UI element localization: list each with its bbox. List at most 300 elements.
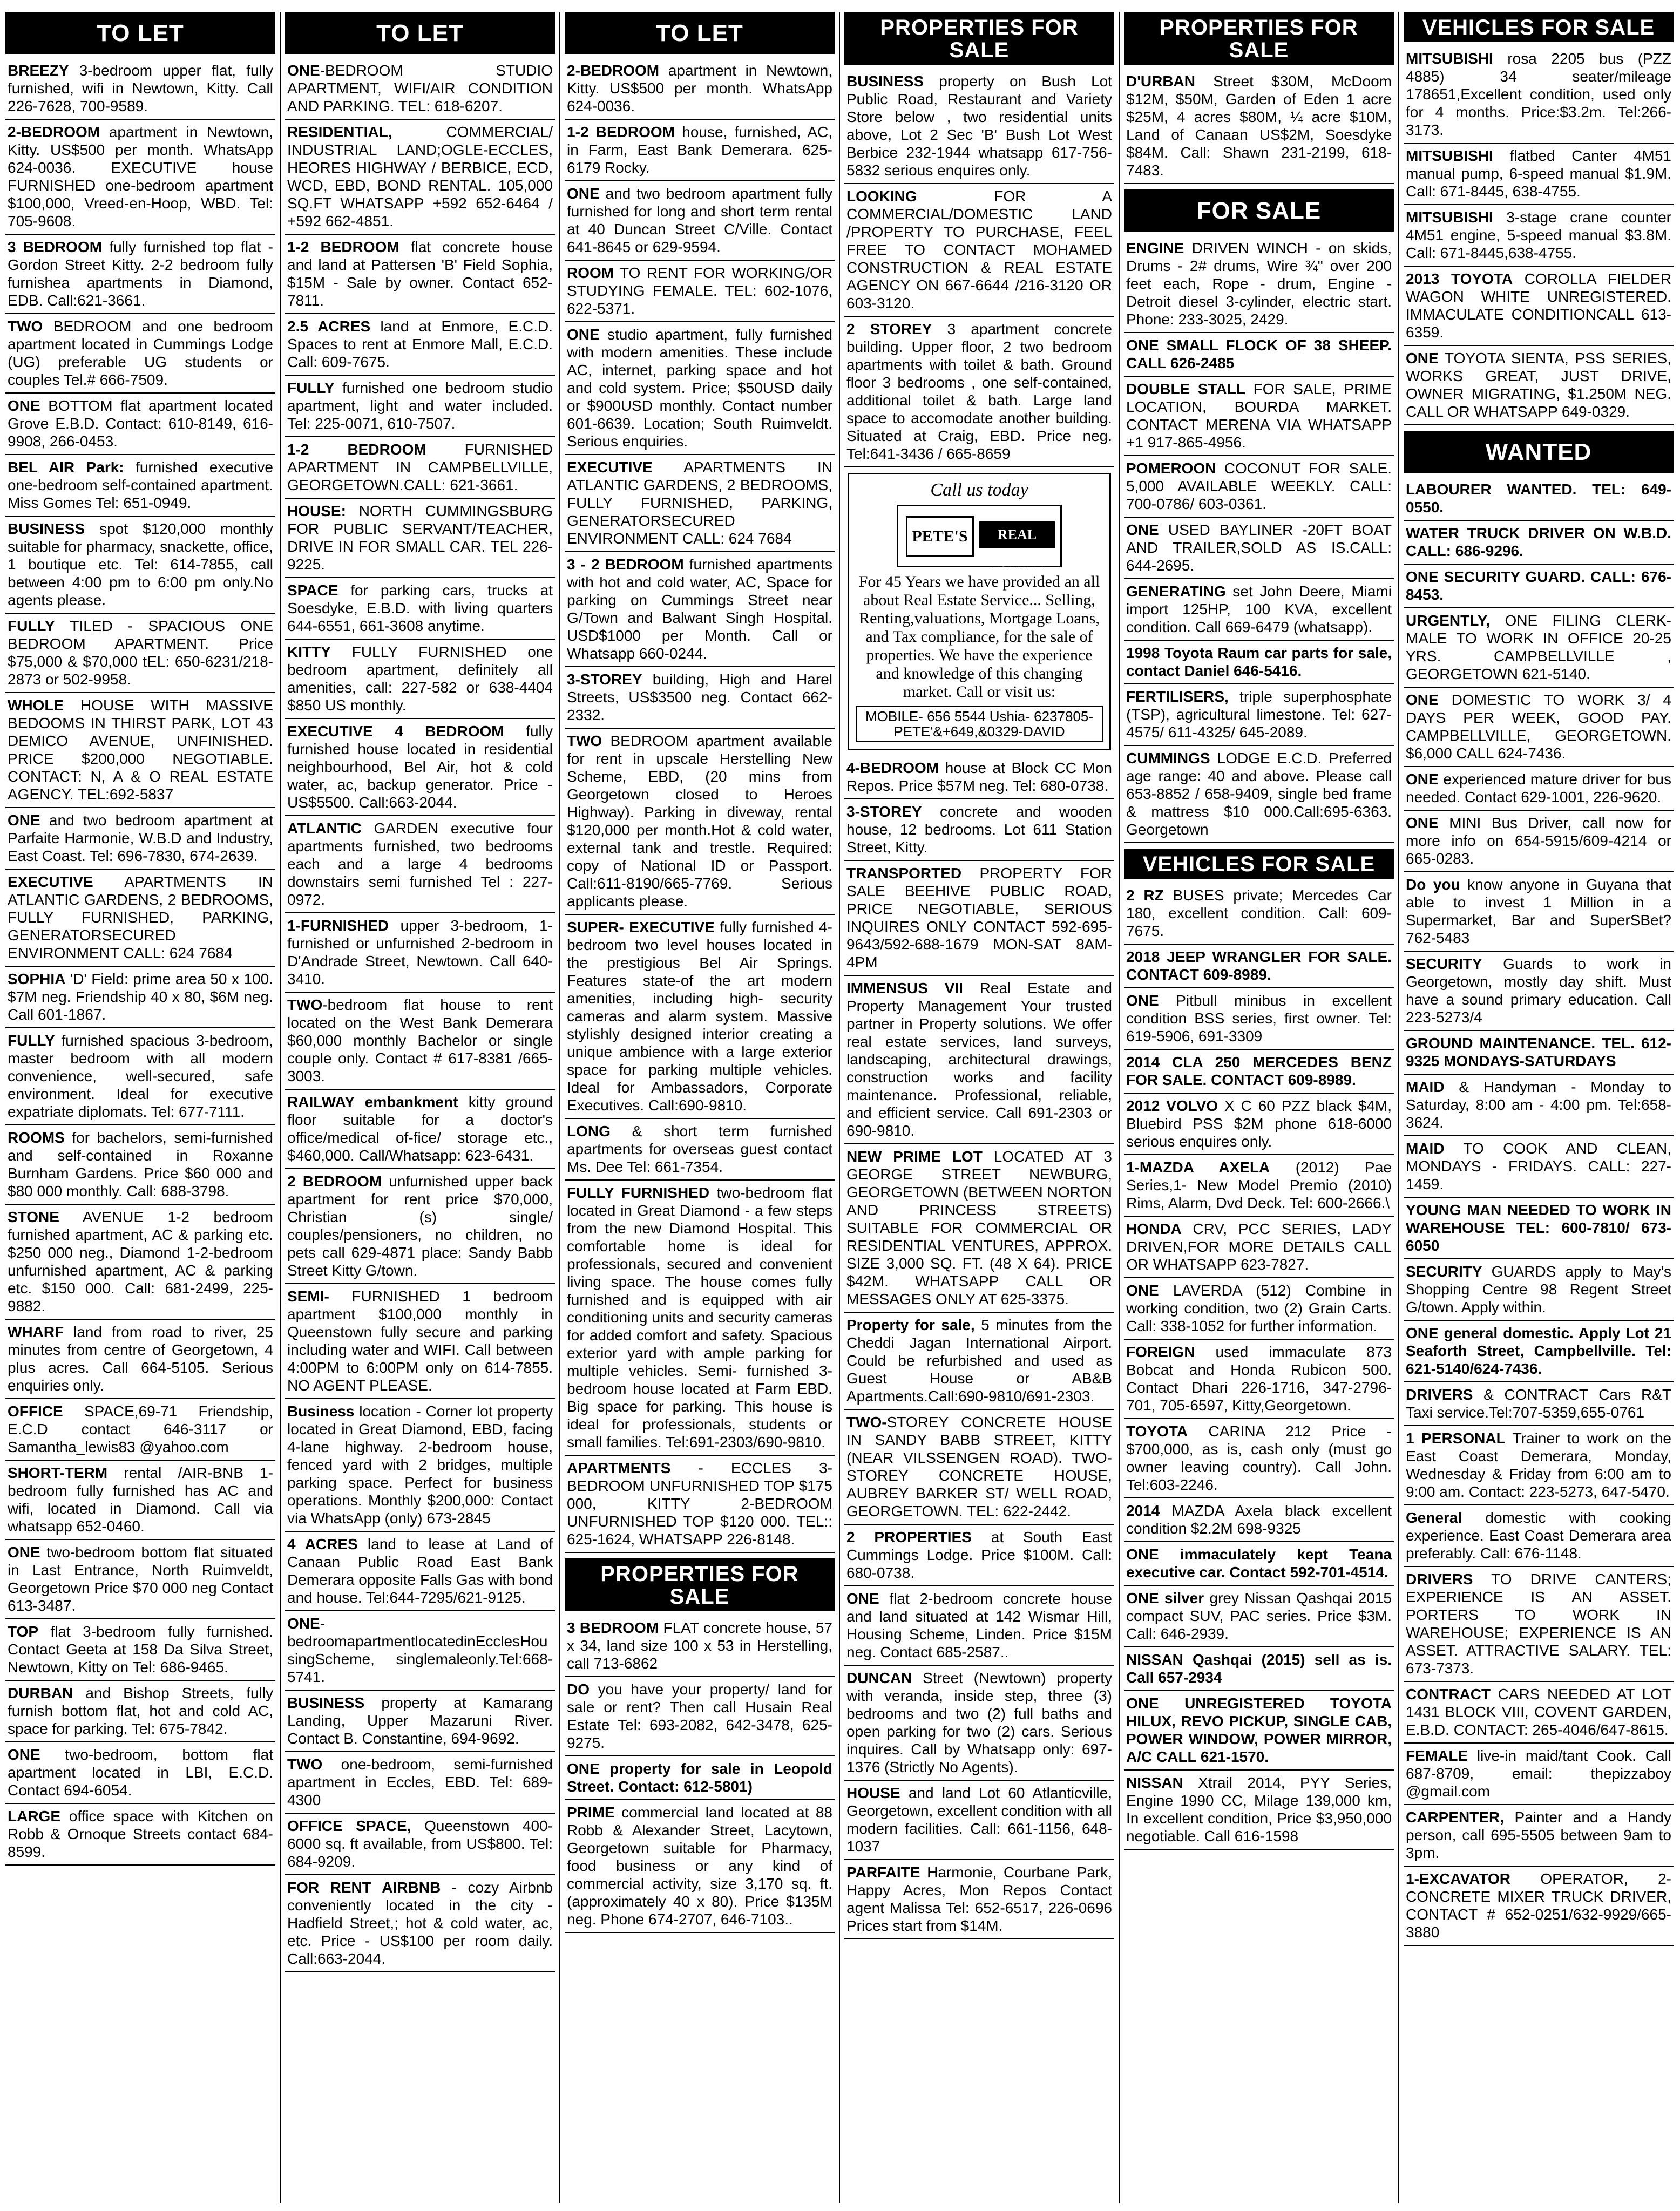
ad-lead: ONE bbox=[8, 1544, 40, 1561]
ad-lead: FERTILISERS, bbox=[1126, 688, 1229, 705]
ad-text: domestic with cooking experience. East Coast Demerara area preferably. Call: 676-1148. bbox=[1406, 1509, 1671, 1562]
classified-ad bbox=[565, 667, 835, 729]
section-header: TO LET bbox=[5, 12, 275, 54]
ad-text: COMMERCIAL/ INDUSTRIAL LAND;OGLE-ECCLES, HEORES HIGHWAY / BERBICE, ECD, WCD, EBD, BOND RENTAL. 105,000 SQ.FT WHATSAPP +592 652-6464 / +592 662-4851. bbox=[287, 124, 553, 229]
ad-text: BOTTOM flat apartment located Grove E.B.D. Contact: 610-8149, 616-9908, 266-0453. bbox=[8, 397, 273, 450]
ad-lead: 2014 bbox=[1126, 1502, 1160, 1519]
ad-text: FOR SALE, PRIME LOCATION, BOURDA MARKET. CONTACT MERENA VIA WHATSAPP +1 917-865-4956. bbox=[1126, 381, 1392, 451]
ad-lead: MAID bbox=[1406, 1079, 1445, 1095]
ad-lead: IMMENSUS VII bbox=[846, 980, 963, 996]
ad-text: two-bedroom, bottom flat apartment located in LBI, E.C.D. Contact 694-6054. bbox=[8, 1746, 273, 1799]
ad-text: FLAT concrete house, 57 x 34, land size 100 x 53 in Herstelling, call 713-6862 bbox=[567, 1619, 832, 1672]
ad-lead: 1-2 BEDROOM bbox=[287, 441, 426, 458]
ad-lead: MITSUBISHI bbox=[1406, 147, 1493, 164]
ad-lead: 1-2 BEDROOM bbox=[287, 239, 399, 255]
ad-lead: CUMMINGS bbox=[1126, 750, 1210, 767]
ad-lead: EXECUTIVE bbox=[567, 459, 653, 476]
classified-ad bbox=[844, 184, 1114, 317]
ad-text: MAZDA Axela black excellent condition $2.2M 698-9325 bbox=[1126, 1502, 1392, 1537]
ad-lead: 2012 VOLVO bbox=[1126, 1097, 1218, 1114]
ad-lead: ONE bbox=[567, 185, 600, 202]
ad-text: and two bedroom apartment fully furnished for long and short term rental at 40 Duncan Street C/Ville. Contact 641-8645 or 629-9594. bbox=[567, 185, 832, 255]
ad-lead: TWO bbox=[8, 318, 43, 335]
ad-text: apartment in Newtown, Kitty. US$500 per month. WhatsApp 624-0036. EXECUTIVE house FURNISHED one-bedroom apartment $100,000, Vreed-en-Hoop, WBD. Tel: 705-9608. bbox=[8, 124, 273, 229]
ad-text: concrete and wooden house, 12 bedrooms. Lot 611 Station Street, Kitty. bbox=[846, 803, 1112, 856]
classified-ad bbox=[565, 455, 835, 552]
ad-text: and two bedroom apartment at Parfaite Harmonie, W.B.D and Industry, East Coast. Tel: 696-7830, 674-2639. bbox=[8, 812, 273, 864]
ad-lead: General bbox=[1406, 1509, 1462, 1526]
ad-text: COROLLA FIELDER WAGON WHITE UNREGISTERED. IMMACULATE CONDITIONCALL 613-6359. bbox=[1406, 270, 1671, 341]
ad-text: FURNISHED 1 bedroom apartment $100,000 monthly in Queenstown fully secure and parking including water and WIFI. Call between 4:00PM to 6:00PM only on 614-7855. NO AGENT PLEASE. bbox=[287, 1288, 553, 1394]
ad-text: -BEDROOM STUDIO APARTMENT, WIFI/AIR CONDITION AND PARKING. TEL: 618-6207. bbox=[287, 62, 553, 114]
classified-ad bbox=[844, 861, 1114, 976]
ad-text: TOYOTA SIENTA, PSS SERIES, WORKS GREAT, JUST DRIVE, OWNER MIGRATING, $1.250M NEG. CALL OR WHATSAPP 649-0329. bbox=[1406, 350, 1671, 420]
ad-lead: CONTRACT bbox=[1406, 1686, 1491, 1703]
ad-lead: 2018 JEEP WRANGLER FOR SALE. CONTACT 609-8989. bbox=[1126, 948, 1392, 983]
ad-text: MINI Bus Driver, call now for more info on 654-5915/609-4214 or 665-0283. bbox=[1406, 815, 1671, 867]
ad-lead: FOREIGN bbox=[1126, 1344, 1195, 1360]
ad-lead: DRIVERS bbox=[1406, 1386, 1473, 1403]
ad-lead: YOUNG MAN NEEDED TO WORK IN WAREHOUSE TEL: 600-7810/ 673-6050 bbox=[1406, 1202, 1671, 1254]
classified-ad bbox=[5, 808, 275, 870]
ad-text: SPACE,69-71 Friendship, E.C.D contact 646-3117 or Samantha_lewis83 @yahoo.com bbox=[8, 1403, 273, 1455]
section-header: VEHICLES FOR SALE bbox=[1124, 849, 1394, 879]
ad-lead: 4-BEDROOM bbox=[846, 759, 939, 776]
ad-lead: MITSUBISHI bbox=[1406, 50, 1493, 67]
ad-lead: DO bbox=[567, 1681, 590, 1698]
ad-text: know anyone in Guyana that able to invest 1 Million in a Supermarket, Bar and SuperSBet? 762-5483 bbox=[1406, 876, 1671, 946]
ad-text: GARDEN executive four apartments furnished, two bedrooms each and a large 4 bedrooms downstairs semi furnished Tel : 227-0972. bbox=[287, 820, 553, 908]
classified-ad bbox=[1124, 1647, 1394, 1691]
ad-lead: 3 - 2 BEDROOM bbox=[567, 556, 684, 573]
ad-lead: ONE silver bbox=[1126, 1590, 1204, 1606]
classified-ad bbox=[844, 756, 1114, 799]
column-3 bbox=[565, 12, 835, 2203]
classified-ad bbox=[1404, 952, 1674, 1031]
section-header: VEHICLES FOR SALE bbox=[1404, 12, 1674, 42]
ad-text: fully furnished house located in residential neighbourhood, Bel Air, hot & cold water, ac, backup generator. Price - US$5500. Call:663-2044. bbox=[287, 723, 553, 811]
classified-ad bbox=[285, 816, 555, 913]
classified-ad bbox=[5, 455, 275, 517]
ad-text: studio apartment, fully furnished with modern amenities. These include AC, internet, parking space and hot and cold system. Price; $50USD daily or $900USD monthly. Contact number 601-6639. Location; South Ruimveldt. Serious enquiries. bbox=[567, 326, 832, 450]
column-4 bbox=[844, 12, 1114, 2203]
classified-ad bbox=[1404, 767, 1674, 811]
classified-ad bbox=[1124, 746, 1394, 843]
classified-ad bbox=[1124, 333, 1394, 377]
ad-lead: TWO bbox=[567, 733, 602, 749]
ad-text: you have your property/ land for sale or rent? Then call Husain Real Estate Tel: 693-2082, 642-3478, 625-9275. bbox=[567, 1681, 832, 1751]
classified-ad bbox=[5, 1540, 275, 1619]
ad-lead: RAILWAY embankment bbox=[287, 1094, 458, 1110]
ad-lead: 1998 Toyota Raum car parts for sale, contact Daniel 646-5416. bbox=[1126, 645, 1392, 679]
ad-text: spot $120,000 monthly suitable for pharmacy, snackette, office, 1 boutique etc. Tel: 614-7855, call between 4:00 pm to 6:00 pm only.No agents please. bbox=[8, 520, 273, 608]
ad-lead: TWO bbox=[287, 1756, 323, 1773]
classified-ad bbox=[1124, 1217, 1394, 1278]
classified-ad bbox=[5, 517, 275, 614]
classified-ad bbox=[1124, 1586, 1394, 1647]
classified-ad bbox=[285, 1284, 555, 1399]
ad-text: rental /AIR-BNB 1-bedroom fully furnished has AC and wifi, located in Diamond. Call via whatsapp 652-0460. bbox=[8, 1464, 273, 1535]
classified-ad bbox=[565, 1181, 835, 1456]
classified-ad bbox=[844, 1410, 1114, 1525]
ad-lead: ONE bbox=[287, 62, 320, 79]
classified-ad bbox=[1124, 236, 1394, 333]
classified-ad bbox=[285, 640, 555, 719]
ad-text: AVENUE 1-2 bedroom furnished apartment, AC & parking etc. $250 000 neg., Diamond 1-2-bedroom unfurnished apartment, AC & parking etc. $150 000. Call: 681-2499, 225-9882. bbox=[8, 1209, 273, 1314]
ad-lead: PRIME bbox=[567, 1804, 615, 1821]
ad-lead: 1-MAZDA AXELA bbox=[1126, 1159, 1270, 1176]
ad-lead: ONE bbox=[1406, 691, 1439, 708]
classified-ad bbox=[844, 1525, 1114, 1586]
ad-lead: BEL AIR Park: bbox=[8, 459, 124, 476]
classified-ad bbox=[1404, 205, 1674, 267]
ad-lead: ONE bbox=[287, 1615, 320, 1632]
classified-ad bbox=[1404, 267, 1674, 346]
ad-lead: 2 PROPERTIES bbox=[846, 1529, 972, 1545]
classified-ad bbox=[285, 1691, 555, 1752]
ad-lead: ATLANTIC bbox=[287, 820, 362, 837]
classified-ad bbox=[1124, 988, 1394, 1050]
classified-ad bbox=[5, 120, 275, 235]
ad-text: TO DRIVE CANTERS; EXPERIENCE IS AN ASSET. PORTERS TO WORK IN WAREHOUSE; EXPERIENCE IS AN ASSET. ATTRACTIVE SALARY. TEL: 673-7373. bbox=[1406, 1571, 1671, 1677]
classified-ad bbox=[1404, 144, 1674, 205]
column-divider bbox=[839, 12, 840, 2203]
ad-text: OPERATOR, 2- CONCRETE MIXER TRUCK DRIVER, CONTACT # 652-0251/632-9929/665-3880 bbox=[1406, 1870, 1671, 1941]
ad-lead: ONE immaculately kept Teana executive car. Contact 592-701-4514. bbox=[1126, 1546, 1392, 1581]
classified-ad bbox=[1404, 1682, 1674, 1744]
ad-lead: LABOURER WANTED. TEL: 649-0550. bbox=[1406, 481, 1671, 516]
classified-ad bbox=[1404, 1321, 1674, 1382]
classified-ad bbox=[285, 314, 555, 376]
ad-text: apartment in Newtown, Kitty. US$500 per month. WhatsApp 624-0036. bbox=[567, 62, 832, 114]
ad-text: BUSES private; Mercedes Car 180, excellent condition. Call: 609-7675. bbox=[1126, 887, 1392, 939]
column-divider bbox=[559, 12, 560, 2203]
ad-text: rosa 2205 bus (PZZ 4885) 34 seater/mileage 178651,Excellent condition, used only for 4 months. Price:$3.2m. Tel:266-3173. bbox=[1406, 50, 1671, 138]
advert-contact: MOBILE- 656 5544 Ushia- 6237805- PETE'&+649,&0329-DAVID bbox=[856, 706, 1103, 742]
column-5 bbox=[1124, 12, 1394, 2203]
logo-subtitle: REAL ESTATE bbox=[979, 521, 1055, 548]
classified-ad bbox=[1124, 883, 1394, 945]
ad-lead: 1-2 BEDROOM bbox=[567, 124, 675, 140]
classified-ad bbox=[1124, 518, 1394, 579]
ad-lead: TRANSPORTED bbox=[846, 865, 962, 881]
classified-ad bbox=[1404, 346, 1674, 425]
classified-ad bbox=[1404, 1382, 1674, 1426]
ad-text: - ECCLES 3-BEDROOM UNFURNISHED TOP $175 000, KITTY 2-BEDROOM UNFURNISHED TOP $120 000. TEL:: 625-1624, WHATSAPP 226-8148. bbox=[567, 1460, 832, 1548]
ad-text: furnished executive one-bedroom self-contained apartment. Miss Gomes Tel: 651-0949. bbox=[8, 459, 273, 511]
classified-ad bbox=[5, 1461, 275, 1540]
ad-lead: 2 RZ bbox=[1126, 887, 1164, 904]
classified-ad bbox=[5, 1619, 275, 1681]
ad-text: upper 3-bedroom, 1-furnished or unfurnished 2-bedroom in D'Andrade Street, Newtown. Call 640-3410. bbox=[287, 917, 553, 987]
classified-ad bbox=[1124, 456, 1394, 518]
classified-ad bbox=[5, 1320, 275, 1399]
ad-lead: BUSINESS bbox=[287, 1694, 365, 1711]
ad-text: FOR A COMMERCIAL/DOMESTIC LAND /PROPERTY TO PURCHASE, FEEL FREE TO CONTACT MOHAMED CONSTRUCTION & REAL ESTATE AGENCY ON 667-6644 /216-3120 OR 603-3120. bbox=[846, 188, 1112, 311]
classified-ad bbox=[285, 1875, 555, 1972]
ad-lead: ROOMS bbox=[8, 1129, 65, 1146]
ad-lead: 2-BEDROOM bbox=[8, 124, 100, 140]
ad-lead: ONE bbox=[1406, 350, 1439, 367]
ad-lead: WATER TRUCK DRIVER ON W.B.D. CALL: 686-9296. bbox=[1406, 525, 1671, 559]
ad-lead: NEW PRIME LOT bbox=[846, 1148, 983, 1165]
ad-text: house, furnished, AC, in Farm, East Bank Demerara. 625-6179 Rocky. bbox=[567, 124, 832, 176]
classified-ad bbox=[1124, 1278, 1394, 1340]
column-divider bbox=[1398, 12, 1399, 2203]
classified-ad bbox=[565, 1677, 835, 1756]
ad-lead: FULLY bbox=[8, 618, 55, 634]
ad-lead: 2014 CLA 250 MERCEDES BENZ FOR SALE. CONTACT 609-8989. bbox=[1126, 1054, 1392, 1088]
ad-text: TO COOK AND CLEAN, MONDAYS - FRIDAYS. CALL: 227-1459. bbox=[1406, 1140, 1671, 1192]
ad-text: experienced mature driver for bus needed. Contact 629-1001, 226-9620. bbox=[1406, 771, 1671, 805]
ad-text: APARTMENTS IN ATLANTIC GARDENS, 2 BEDROOMS, FULLY FURNISHED, PARKING, GENERATORSECURED ENVIRONMENT CALL: 624 7684 bbox=[567, 459, 832, 547]
ad-lead: Do you bbox=[1406, 876, 1460, 893]
ad-text: two-bedroom bottom flat situated in Last Entrance, North Ruimveldt, Georgetown Price $70 000 neg Contact 613-3487. bbox=[8, 1544, 273, 1614]
ad-lead: DRIVERS bbox=[1406, 1571, 1473, 1588]
classified-ad bbox=[5, 1399, 275, 1461]
classified-ad bbox=[285, 913, 555, 993]
classified-ad bbox=[844, 976, 1114, 1144]
ad-text: furnished one bedroom studio apartment, light and water included. Tel: 225-0071, 610-7507. bbox=[287, 379, 553, 432]
ad-text: DRIVEN WINCH - on skids, Drums - 2# drums, Wire ¾" over 200 feet each, Rope - drum, Engine - Detroit diesel 3-cylinder, electric start. Phone: 233-3025, 2429. bbox=[1126, 240, 1392, 328]
ad-lead: NISSAN bbox=[1126, 1774, 1183, 1791]
ad-text: land at Enmore, E.C.D. Spaces to rent at Enmore Mall, E.C.D. Call: 609-7675. bbox=[287, 318, 553, 370]
section-header: WANTED bbox=[1404, 431, 1674, 473]
classified-ad bbox=[1404, 565, 1674, 608]
ad-lead: POMEROON bbox=[1126, 460, 1216, 477]
classified-ad bbox=[285, 58, 555, 120]
ad-text: Trainer to work on the East Coast Demerara, Monday, Wednesday & Friday from 6:00 am to 9:00 am. Contact: 223-5273, 647-5470. bbox=[1406, 1430, 1671, 1500]
ad-lead: 3-STOREY bbox=[846, 803, 922, 820]
classified-ad bbox=[1404, 1259, 1674, 1321]
classified-ad bbox=[5, 693, 275, 808]
ad-text: GUARDS apply to May's Shopping Centre 98 Regent Street G/town. Apply within. bbox=[1406, 1263, 1671, 1315]
section-header: FOR SALE bbox=[1124, 189, 1394, 232]
ad-lead: LARGE bbox=[8, 1808, 60, 1825]
classified-ad bbox=[285, 376, 555, 437]
ad-lead: SPACE bbox=[287, 582, 338, 599]
ad-lead: SECURITY bbox=[1406, 955, 1482, 972]
realestate-advert bbox=[848, 473, 1111, 750]
ad-lead: 2 BEDROOM bbox=[287, 1173, 382, 1190]
ad-lead: EXECUTIVE 4 BEDROOM bbox=[287, 723, 504, 740]
classified-ad bbox=[5, 1681, 275, 1742]
ad-lead: 1-FURNISHED bbox=[287, 917, 389, 934]
section-header: TO LET bbox=[285, 12, 555, 54]
classified-ad bbox=[1404, 1075, 1674, 1136]
ad-text: triple superphosphate (TSP), agricultural limestone. Tel: 627-4575/ 611-4325/ 645-2089. bbox=[1126, 688, 1392, 741]
ad-lead: ENGINE bbox=[1126, 240, 1184, 256]
ad-text: furnished spacious 3-bedroom, master bedroom with all modern convenience, well-secured, safe environment. Ideal for executive expatriate diplomats. Tel: 677-7111. bbox=[8, 1032, 273, 1120]
ad-text: X C 60 PZZ black $4M, Bluebird PSS $2M phone 618-6000 serious enquires only. bbox=[1126, 1097, 1392, 1150]
ad-lead: FOR RENT AIRBNB bbox=[287, 1879, 441, 1896]
classified-ad bbox=[1404, 1744, 1674, 1805]
ad-text: -bedroomapartmentlocatedinEcclesHousingScheme, singlemaleonly.Tel:668-5741. bbox=[287, 1615, 553, 1685]
ad-lead: SECURITY bbox=[1406, 1263, 1482, 1280]
ad-lead: 2 STOREY bbox=[846, 321, 932, 337]
classified-ad bbox=[285, 437, 555, 499]
ad-lead: GROUND MAINTENANCE. TEL. 612-9325 MONDAYS-SATURDAYS bbox=[1406, 1035, 1671, 1069]
ad-lead: CARPENTER, bbox=[1406, 1809, 1505, 1826]
classified-ad bbox=[285, 1532, 555, 1611]
ad-text: Xtrail 2014, PYY Series, Engine 1990 CC, Milage 139,000 km, In excellent condition, Price $3,950,000 negotiable. Call 616-1598 bbox=[1126, 1774, 1392, 1844]
ad-text: Street $30M, McDoom $12M, $50M, Garden of Eden 1 acre $25M, 4 acres $80M, ¼ acre $10M, Land of Canaan US$2M, Soesdyke $84M. Call: Shawn 231-2199, 618-7483. bbox=[1126, 73, 1392, 179]
classified-ad bbox=[565, 552, 835, 667]
classified-ad bbox=[1404, 1426, 1674, 1505]
ad-text: FURNISHED APARTMENT IN CAMPBELLVILLE, GEORGETOWN.CALL: 621-3661. bbox=[287, 441, 553, 493]
ad-lead: SUPER- EXECUTIVE bbox=[567, 919, 715, 935]
ad-lead: 3-STOREY bbox=[567, 671, 642, 688]
classified-ad bbox=[1124, 1094, 1394, 1155]
ad-lead: 2-BEDROOM bbox=[567, 62, 660, 79]
ad-text: COCONUT FOR SALE. 5,000 AVAILABLE WEEKLY. CALL: 700-0786/ 603-0361. bbox=[1126, 460, 1392, 512]
ad-text: BEDROOM and one bedroom apartment located in Cummings Lodge (UG) preferable UG students or couples Tel.# 666-7509. bbox=[8, 318, 273, 388]
classified-ad bbox=[285, 120, 555, 235]
classified-ad bbox=[565, 915, 835, 1119]
ad-text: & Handyman - Monday to Saturday, 8:00 am - 4:00 pm. Tel:658-3624. bbox=[1406, 1079, 1671, 1131]
ad-lead: ONE general domestic. Apply Lot 21 Seaforth Street, Campbellville. Tel: 621-5140/624-7436. bbox=[1406, 1325, 1671, 1377]
classified-ad bbox=[1124, 641, 1394, 684]
classified-ad bbox=[844, 1586, 1114, 1666]
ad-lead: ONE property for sale in Leopold Street. Contact: 612-5801) bbox=[567, 1760, 832, 1795]
classified-ad bbox=[5, 1028, 275, 1125]
classified-ad bbox=[285, 235, 555, 314]
column-1 bbox=[5, 12, 275, 2203]
classified-ad bbox=[1124, 1691, 1394, 1771]
classified-ad bbox=[565, 1616, 835, 1677]
ad-lead: FULLY bbox=[8, 1032, 55, 1049]
ad-text: and Bishop Streets, fully furnish bottom flat, hot and cold AC, space for parking. Tel: 675-7842. bbox=[8, 1685, 273, 1737]
classified-ad bbox=[565, 261, 835, 322]
ad-text: house at Block CC Mon Repos. Price $57M neg. Tel: 680-0738. bbox=[846, 759, 1112, 794]
classified-ad bbox=[1124, 1050, 1394, 1094]
classified-ad bbox=[285, 1090, 555, 1169]
classified-ad bbox=[285, 1814, 555, 1875]
ad-text: APARTMENTS IN ATLANTIC GARDENS, 2 BEDROOMS, FULLY FURNISHED, PARKING, GENERATORSECURED ENVIRONMENT CALL: 624 7684 bbox=[8, 873, 273, 961]
column-6 bbox=[1404, 12, 1674, 2203]
ad-lead: ONE bbox=[8, 397, 40, 414]
classified-ad bbox=[844, 1781, 1114, 1860]
classified-ad bbox=[5, 58, 275, 120]
classified-ad bbox=[1404, 1505, 1674, 1567]
classified-ad bbox=[844, 1144, 1114, 1313]
ad-lead: GENERATING bbox=[1126, 583, 1226, 600]
ad-text: land to lease at Land of Canaan Public Road East Bank Demerara opposite Falls Gas with bond and house. Tel:644-7295/621-9125. bbox=[287, 1536, 553, 1606]
ad-text: commercial land located at 88 Robb & Alexander Street, Lacytown, Georgetown suitable for Pharmacy, food business or any kind of commercial activity, size 3,170 sq. ft. (approximately 40 x 80). Price $135M neg. Phone 674-2707, 646-7103.. bbox=[567, 1804, 832, 1928]
ad-lead: DURBAN bbox=[8, 1685, 73, 1701]
classified-ad bbox=[1404, 1198, 1674, 1259]
classified-ad bbox=[565, 1456, 835, 1553]
ad-text: BEDROOM apartment available for rent in upscale Herstelling New Scheme, EBD, (20 mins from Georgetown closed to Heroes Highway). Parking in diveway, rental $120,000 per month.Hot & cold water, external tank and trestle. Required: copy of National ID or Passport. Call:611-8190/665-7769. Serious applicants please. bbox=[567, 733, 832, 910]
classified-ad bbox=[844, 1313, 1114, 1410]
classified-ad bbox=[285, 1399, 555, 1532]
ad-text: at South East Cummings Lodge. Price $100M. Call: 680-0738. bbox=[846, 1529, 1112, 1581]
classified-ad bbox=[1124, 945, 1394, 988]
classified-ad bbox=[1404, 608, 1674, 688]
ad-lead: 2.5 ACRES bbox=[287, 318, 371, 335]
ad-lead: 3 BEDROOM bbox=[8, 239, 103, 255]
ad-text: live-in maid/tant Cook. Call 687-8709, email: thepizzaboy @gmail.com bbox=[1406, 1747, 1671, 1800]
ad-text: kitty ground floor suitable for a doctor's office/medical of-fice/ storage etc., $460,000. Call/Whatsapp: 623-6431. bbox=[287, 1094, 553, 1164]
ad-lead: BUSINESS bbox=[8, 520, 85, 537]
classified-ad bbox=[5, 1125, 275, 1205]
ad-lead: ONE SMALL FLOCK OF 38 SHEEP. CALL 626-2485 bbox=[1126, 337, 1392, 371]
ad-lead: 2013 TOYOTA bbox=[1406, 270, 1513, 287]
ad-text: location - Corner lot property located in Great Diamond, EBD, facing 4-lane highway. 2-bedroom house, fenced yard with 2 bridges, multiple parking space. Perfect for business operations. Monthly $200,000: Contact via WhatsApp (only) 673-2845 bbox=[287, 1403, 553, 1527]
classified-ad bbox=[565, 1800, 835, 1933]
ad-text: LODGE E.C.D. Preferred age range: 40 and above. Please call 653-8852 / 658-9409, single bed frame & mattress $10 000.Call:695-6363. Georgetown bbox=[1126, 750, 1392, 838]
classified-ad bbox=[1124, 1155, 1394, 1217]
classified-ad bbox=[1404, 521, 1674, 565]
classified-ad bbox=[5, 1742, 275, 1804]
ad-lead: OFFICE bbox=[8, 1403, 63, 1420]
classified-ad bbox=[1124, 1498, 1394, 1542]
ad-text: fully furnished top flat - Gordon Street Kitty. 2-2 bedroom fully furnishea apartments in Diamond, EDB. Call:621-3661. bbox=[8, 239, 273, 309]
classified-ad bbox=[285, 993, 555, 1090]
ad-text: 3-stage crane counter 4M51 engine, 5-speed manual $3.8M. Call: 671-8445,638-4755. bbox=[1406, 209, 1671, 261]
ad-text: DOMESTIC TO WORK 3/ 4 DAYS PER WEEK, GOOD PAY. CAMPBELLVILLE, GEORGETOWN. $6,000 CALL 624-7436. bbox=[1406, 691, 1671, 762]
column-2 bbox=[285, 12, 555, 2203]
logo-name: PETE'S bbox=[906, 516, 974, 557]
classified-ad bbox=[1404, 811, 1674, 872]
classified-ad bbox=[285, 719, 555, 816]
classified-ad bbox=[5, 394, 275, 455]
ad-lead: LONG bbox=[567, 1123, 611, 1140]
classified-ad bbox=[844, 69, 1114, 184]
ad-text: NORTH CUMMINGSBURG FOR PUBLIC SERVANT/TEACHER, DRIVE IN FOR SMALL CAR. TEL 226-9225. bbox=[287, 503, 553, 573]
ad-text: one-bedroom, semi-furnished apartment in Eccles, EBD. Tel: 689-4300 bbox=[287, 1756, 553, 1808]
classified-ad bbox=[1404, 1031, 1674, 1075]
classified-ad bbox=[1404, 1867, 1674, 1946]
ad-lead: SHORT-TERM bbox=[8, 1464, 108, 1481]
classified-ad bbox=[1124, 579, 1394, 641]
ad-lead: BUSINESS bbox=[846, 73, 924, 90]
ad-lead: WHARF bbox=[8, 1324, 64, 1340]
ad-text: flat concrete house and land at Pattersen 'B' Field Sophia, $15M - Sale by owner. Contact 652-7811. bbox=[287, 239, 553, 309]
ad-lead: HONDA bbox=[1126, 1220, 1182, 1237]
classifieds-page bbox=[5, 12, 1675, 2203]
classified-ad bbox=[565, 322, 835, 455]
ad-lead: TOP bbox=[8, 1623, 39, 1640]
ad-text: CARS NEEDED AT LOT 1431 BLOCK VIII, COVENT GARDEN, E.B.D. CONTACT: 265-4046/647-8615. bbox=[1406, 1686, 1671, 1738]
ad-lead: PARFAITE bbox=[846, 1864, 920, 1881]
classified-ad bbox=[565, 729, 835, 915]
ad-lead: FULLY bbox=[287, 379, 335, 396]
ad-lead: ONE bbox=[846, 1590, 879, 1607]
ad-text: used immaculate 873 Bobcat and Honda Rubicon 500. Contact Dhari 226-1716, 347-2796-701, 705-6597, Kitty,Georgetown. bbox=[1126, 1344, 1392, 1414]
classified-ad bbox=[5, 235, 275, 314]
ad-text: furnished apartments with hot and cold water, AC, Space for parking on Cummings Street near G/Town and Balwant Singh Hospital. USD$1000 per Month. Call or Whatsapp 660-0244. bbox=[567, 556, 833, 662]
ad-lead: D'URBAN bbox=[1126, 73, 1195, 90]
ad-lead: Property for sale, bbox=[846, 1317, 975, 1333]
ad-text: LAVERDA (512) Combine in working condition, two (2) Grain Carts. Call: 338-1052 for further information. bbox=[1126, 1282, 1392, 1334]
ad-text: TILED - SPACIOUS ONE BEDROOM APARTMENT. Price $75,000 & $70,000 tEL: 650-6231/218-2873 or 502-9958. bbox=[8, 618, 273, 688]
ad-lead: KITTY bbox=[287, 643, 331, 660]
ad-lead: DOUBLE STALL bbox=[1126, 381, 1245, 397]
ad-lead: HOUSE: bbox=[287, 503, 346, 519]
classified-ad bbox=[5, 614, 275, 693]
classified-ad bbox=[565, 58, 835, 120]
ad-text: Harmonie, Courbane Park, Happy Acres, Mon Repos Contact agent Malissa Tel: 652-6517, 226-0696 Prices start from $14M. bbox=[846, 1864, 1112, 1934]
ad-text: (2012) Pae Series,1- New Model Premio (2010) Rims, Alarm, Dvd Deck. Tel: 600-2666.\ bbox=[1126, 1159, 1392, 1211]
ad-lead: ONE bbox=[8, 1746, 40, 1763]
classified-ad bbox=[844, 317, 1114, 467]
classified-ad bbox=[1124, 1340, 1394, 1419]
ad-lead: LOOKING bbox=[846, 188, 917, 205]
ad-text: 5 minutes from the Cheddi Jagan International Airport. Could be refurbished and used as Guest House or AB&B Apartments.Call:690-9810/691-2303. bbox=[846, 1317, 1112, 1405]
section-header: PROPERTIES FOR SALE bbox=[565, 1558, 835, 1611]
classified-ad bbox=[1404, 1567, 1674, 1682]
